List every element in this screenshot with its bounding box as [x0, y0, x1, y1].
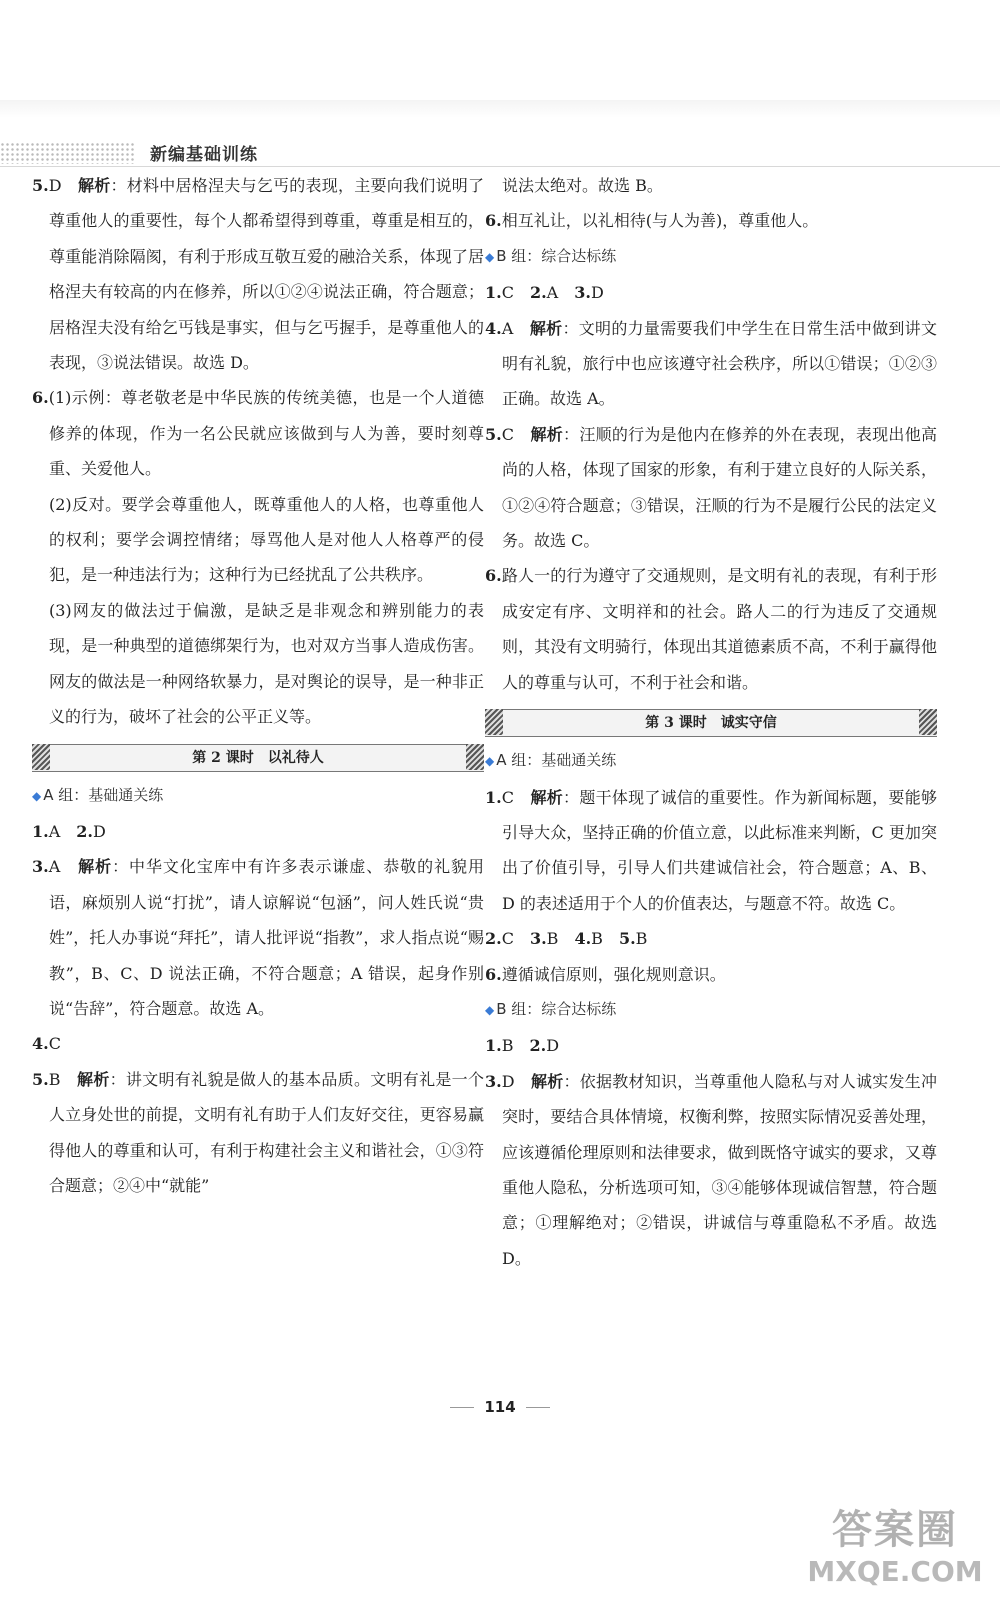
banner-cap-left	[32, 744, 50, 770]
banner-cap-right	[466, 744, 484, 770]
diamond-icon: ◆	[485, 1002, 495, 1017]
answer-item: 5.D 解析：材料中居格涅夫与乞丐的表现，主要向我们说明了尊重他人的重要性，每个人都希望得到尊重，尊重是相互的，尊重能消除隔阂，有利于形成互敬互爱的融洽关系，体现了居格涅夫有较高的内在修养，所以①②④说法正确，符合题意；居格涅夫没有给乞丐钱是事实，但与乞丐握手，是尊重他人的表现，③说法错误。故选 D。	[32, 176, 484, 373]
answer-item: 3.D 解析：依据教材知识，当尊重他人隐私与对人诚实发生冲突时，要结合具体情境，权衡利弊，按照实际情况妥善处理，应该遵循伦理原则和法律要求，做到既恪守诚实的要求，又尊重他人隐私，分析选项可知，③④能够体现诚信智慧，符合题意；①理解绝对；②错误，讲诚信与尊重隐私不矛盾。故选 D。	[485, 1071, 937, 1268]
answer-item: 1.C 解析：题干体现了诚信的重要性。作为新闻标题，要能够引导大众，坚持正确的价值立意，以此标准来判断，C 更加突出了价值引导，引导人们共建诚信社会，符合题意；A、B、D 的表述适用于个人的价值表达，与题意不符。故选 C。	[485, 787, 937, 913]
answer-item: 6.遵循诚信原则，强化规则意识。	[485, 964, 726, 984]
running-header	[0, 140, 520, 166]
diamond-icon: ◆	[485, 249, 495, 264]
right-column	[485, 168, 937, 1276]
banner-cap-right	[919, 709, 937, 735]
answer-item: 1.A 2.D	[32, 821, 106, 841]
answer-item: 6.(1)示例：尊老敬老是中华民族的传统美德，也是一个人道德修养的体现，作为一名公民就应该做到与人为善，要时刻尊重、关爱他人。	[32, 388, 484, 479]
watermark-bottom: MXQE.COM	[807, 1555, 983, 1588]
answer-item: 3.A 解析：中华文化宝库中有许多表示谦虚、恭敬的礼貌用语，麻烦别人说“打扰”，请人谅解说“包涵”，问人姓氏说“贵姓”，托人办事说“拜托”，请人批评说“指教”，求人指点说“赐教”，B、C、D 说法正确，不符合题意；A 错误，起身作别说“告辞”，符合题意。故选 A。	[32, 857, 484, 1018]
page-number-dash	[526, 1407, 550, 1408]
diamond-icon: ◆	[32, 788, 42, 803]
header-rule	[0, 166, 1000, 167]
answer-item: 5.B 解析：讲文明有礼貌是做人的基本品质。文明有礼是一个人立身处世的前提，文明有礼有助于人们友好交往，更容易赢得他人的尊重和认可，有利于构建社会主义和谐社会，①③符合题意；②④中“就能”	[32, 1069, 484, 1195]
answer-continuation: 说法太绝对。故选 B。	[502, 176, 663, 195]
answer-item: 1.C 2.A 3.D	[485, 283, 604, 303]
group-heading: ◆ A 组：基础通关练	[485, 751, 617, 770]
group-heading: ◆ A 组：基础通关练	[32, 785, 164, 804]
page-number: 114	[0, 1398, 1000, 1416]
header-title: 新编基础训练	[150, 145, 258, 165]
header-band	[0, 100, 1000, 118]
answer-item: 6.路人一的行为遵守了交通规则，是文明有礼的表现，有利于形成安定有序、文明祥和的社会。路人二的行为违反了交通规则，其没有文明骑行，体现出其道德素质不高，不利于赢得他人的尊重与认可，不利于社会和谐。	[485, 566, 937, 692]
watermark-top: 答案圈	[832, 1507, 958, 1553]
answer-item: 2.C 3.B 4.B 5.B	[485, 929, 648, 949]
group-heading: ◆ B 组：综合达标练	[485, 246, 617, 265]
header-dot-pattern	[0, 142, 135, 164]
banner-cap-left	[485, 709, 503, 735]
answer-item: 4.A 解析：文明的力量需要我们中学生在日常生活中做到讲文明有礼貌，旅行中也应该遵守社会秩序，所以①错误；①②③正确。故选 A。	[485, 318, 937, 409]
group-heading: ◆ B 组：综合达标练	[485, 999, 617, 1018]
lesson-banner: 第 2 课时 以礼待人	[32, 744, 484, 772]
answer-item: 6.相互礼让，以礼相待(与人为善)，尊重他人。	[485, 211, 819, 231]
page-number-dash	[450, 1407, 474, 1408]
left-column	[32, 168, 484, 1203]
answer-item: 5.C 解析：汪顺的行为是他内在修养的外在表现，表现出他高尚的人格，体现了国家的形象，有利于建立良好的人际关系，①②④符合题意；③错误，汪顺的行为不是履行公民的法定义务。故选 C。	[485, 424, 937, 551]
answer-item: 1.B 2.D	[485, 1036, 560, 1056]
answer-item: 4.C	[32, 1034, 61, 1054]
diamond-icon: ◆	[485, 754, 495, 769]
answer-subitem: (2)反对。要学会尊重他人，既尊重他人的人格，也尊重他人的权利；要学会调控情绪；辱骂他人是对他人人格尊严的侵犯，是一种违法行为；这种行为已经扰乱了公共秩序。	[49, 494, 484, 585]
watermark-logo	[800, 1505, 990, 1600]
lesson-banner: 第 3 课时 诚实守信	[485, 709, 937, 737]
answer-subitem: (3)网友的做法过于偏激，是缺乏是非观念和辨别能力的表现，是一种典型的道德绑架行为，也对双方当事人造成伤害。网友的做法是一种网络软暴力，是对舆论的误导，是一种非正义的行为，破坏了社会的公平正义等。	[49, 600, 484, 727]
